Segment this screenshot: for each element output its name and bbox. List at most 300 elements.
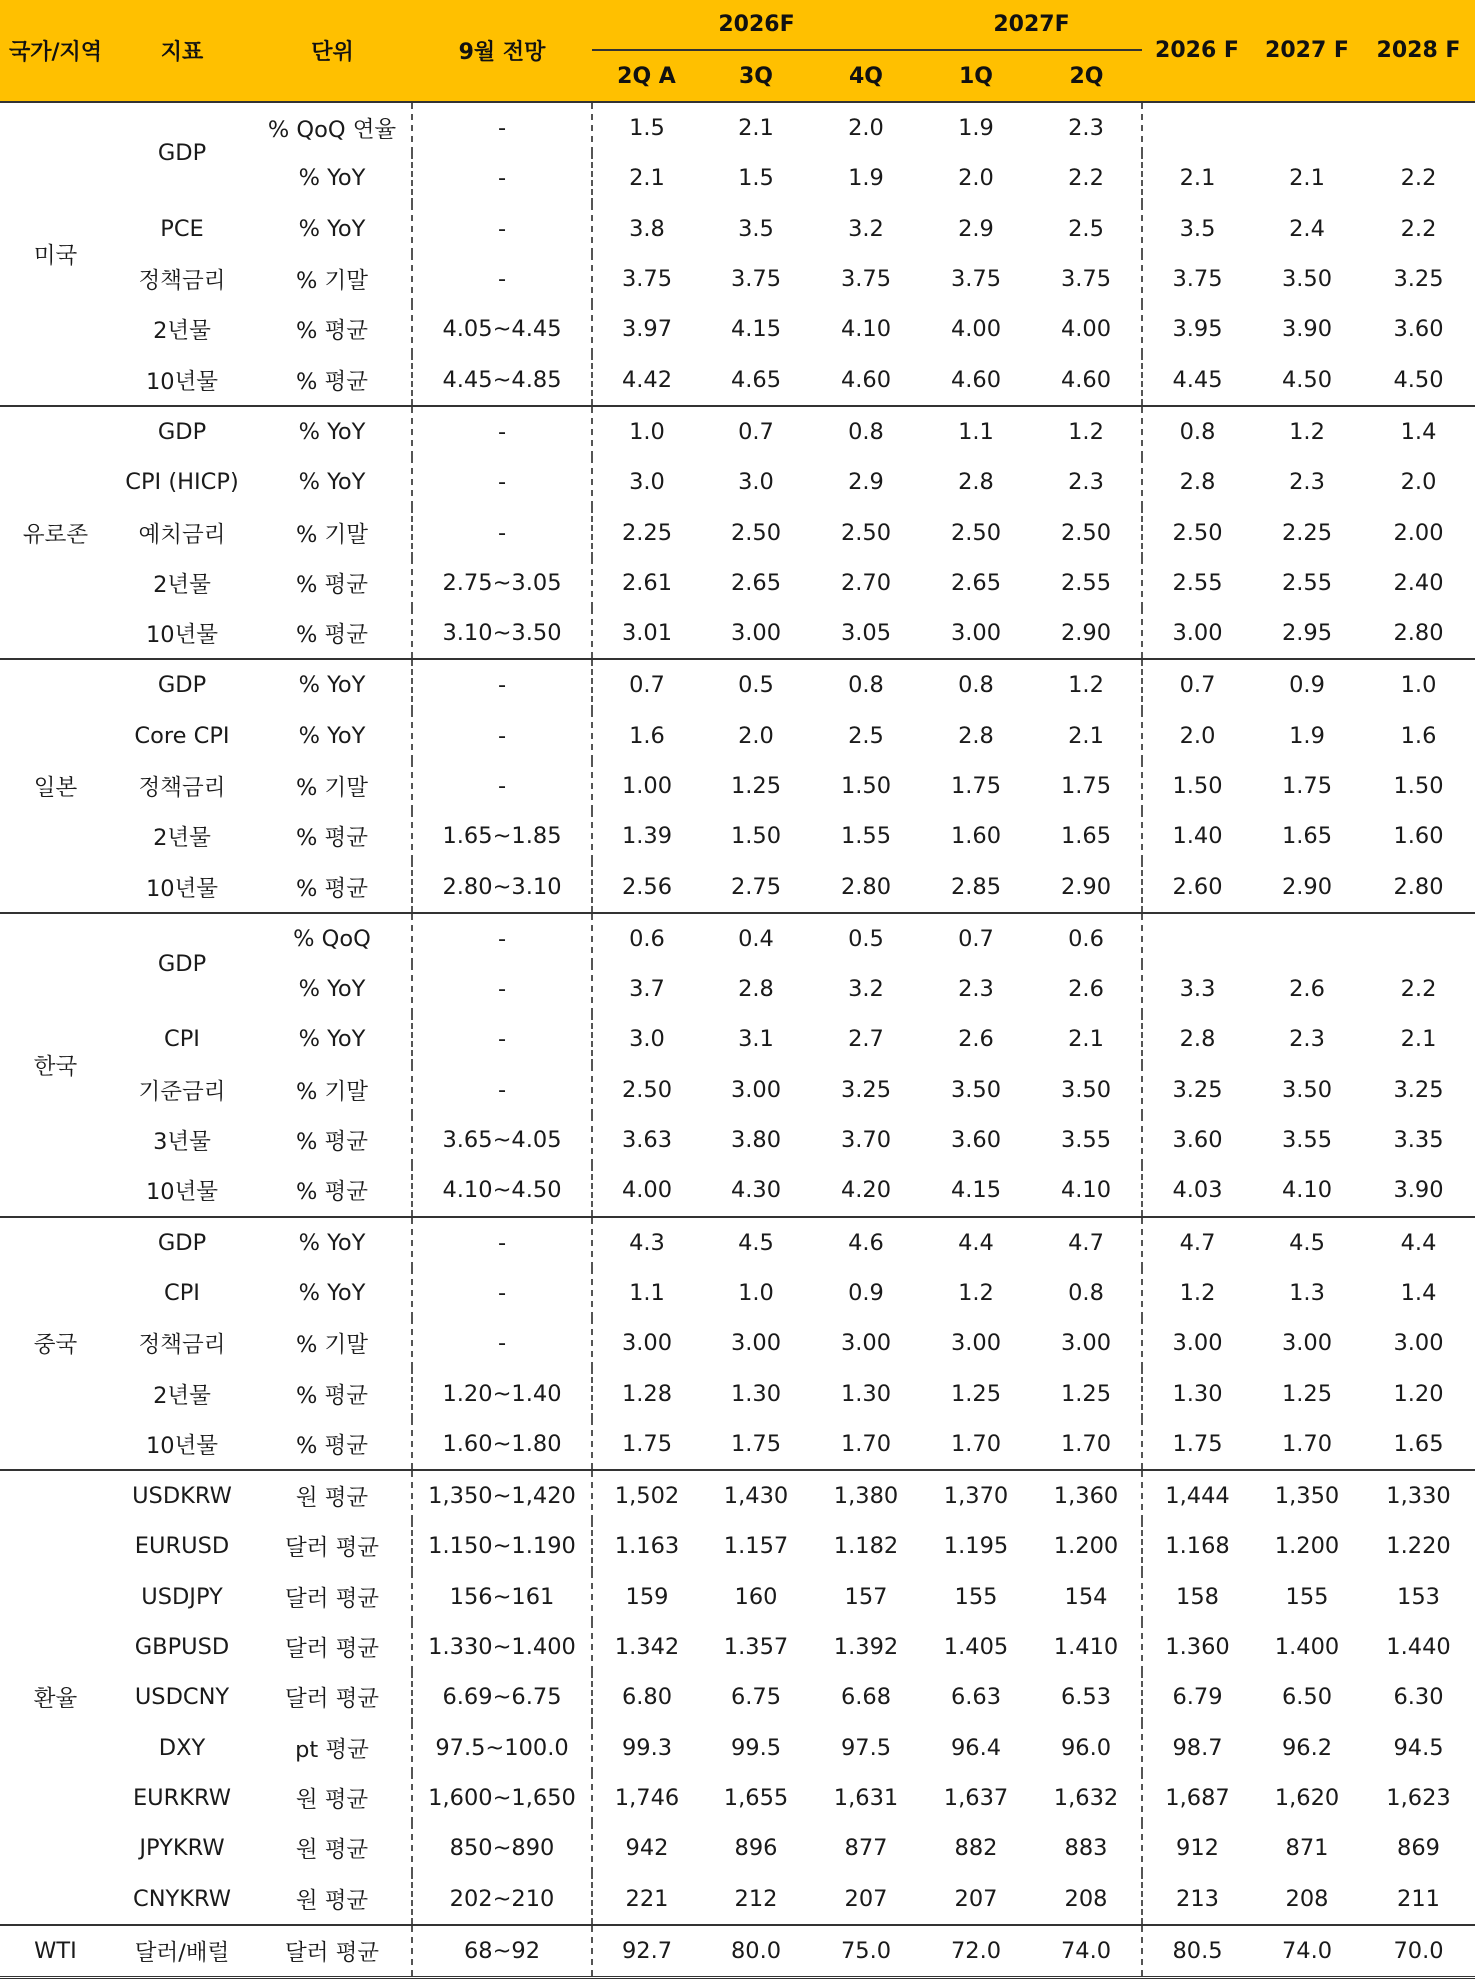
annual-value: 80.5 (1142, 1925, 1252, 1978)
sept-outlook-value: 2.80~3.10 (442, 873, 562, 900)
quarter-value: 0.6 (1031, 913, 1142, 964)
unit-label: % YoY (253, 711, 412, 761)
quarter-value: 1.410 (1031, 1622, 1142, 1672)
indicator-label: GDP (111, 913, 253, 1015)
quarter-value: 1.163 (592, 1521, 701, 1571)
quarter-value: 2.7 (848, 1026, 884, 1053)
header-year-2027f: 2027F (921, 0, 1142, 50)
unit-label: 달러 평균 (253, 1622, 412, 1672)
quarter-value: 99.5 (730, 1734, 782, 1761)
unit-label: 원 평균 (253, 1470, 412, 1521)
sept-outlook-value: - (497, 1330, 507, 1357)
sept-outlook-value: 1,600~1,650 (428, 1784, 576, 1811)
annual-value: 3.00 (1393, 1330, 1444, 1357)
annual-value: 1.75 (1281, 773, 1333, 799)
indicator-label: USDKRW (111, 1470, 253, 1521)
indicator-label: 기준금리 (138, 1078, 226, 1105)
table-header (0, 0, 1475, 102)
header-annual-2027f: 2027 F (1252, 0, 1362, 102)
quarter-value: 6.68 (840, 1684, 892, 1711)
indicator-label: EURUSD (134, 1533, 230, 1560)
sept-outlook-value: - (497, 215, 507, 242)
quarter-value: 2.75 (730, 873, 782, 900)
quarter-value: 1.25 (730, 773, 782, 799)
quarter-value: 1.75 (730, 1430, 782, 1457)
annual-value: 3.50 (1281, 266, 1333, 293)
quarter-value: 1.30 (730, 1380, 782, 1407)
unit-label: % 평균 (253, 558, 412, 608)
annual-value: 94.5 (1393, 1734, 1444, 1761)
quarter-value: 1.2 (1031, 659, 1142, 710)
quarter-value: 1.2 (958, 1279, 994, 1306)
sept-outlook-value: 6.69~6.75 (442, 1684, 562, 1711)
quarter-value: 6.63 (950, 1684, 1002, 1711)
quarter-value: 6.75 (730, 1684, 782, 1711)
header-sept-outlook: 9월 전망 (412, 0, 592, 102)
table-row (0, 608, 1475, 659)
quarter-value: 1.75 (950, 773, 1002, 799)
table-row (0, 1419, 1475, 1470)
quarter-value: 4.20 (840, 1177, 892, 1204)
country-label: 일본 (0, 659, 111, 912)
annual-value: 1.400 (1274, 1634, 1340, 1661)
unit-label: % 평균 (253, 608, 412, 659)
table-row (0, 1268, 1475, 1318)
quarter-value: 4.7 (1031, 1217, 1142, 1268)
header-annual-2026f: 2026 F (1142, 0, 1252, 102)
country-label: WTI (0, 1925, 111, 1978)
annual-value: 0.8 (1142, 406, 1252, 457)
quarter-value: 1.39 (592, 811, 701, 861)
annual-value: 1.440 (1386, 1634, 1451, 1661)
annual-value: 1,687 (1165, 1784, 1230, 1811)
quarter-value: 1.200 (1031, 1521, 1142, 1571)
unit-label: 원 평균 (253, 1873, 412, 1924)
indicator-label: 정책금리 (138, 775, 226, 801)
annual-value: 153 (1397, 1583, 1440, 1610)
unit-label: % YoY (253, 406, 412, 457)
annual-value: 2.0 (1179, 722, 1216, 749)
quarter-value: 3.1 (738, 1026, 774, 1053)
sept-outlook-value: - (412, 102, 592, 153)
quarter-value: 2.0 (958, 165, 994, 192)
annual-value (1362, 102, 1475, 153)
quarter-value: 2.70 (840, 569, 892, 596)
quarter-value: 1.9 (848, 165, 884, 192)
quarter-value: 74.0 (1031, 1925, 1142, 1978)
quarter-value: 2.1 (701, 102, 811, 153)
indicator-label: 정책금리 (138, 268, 226, 295)
quarter-value: 3.0 (592, 457, 701, 507)
unit-label: % 기말 (253, 1065, 412, 1115)
table-row (0, 861, 1475, 912)
quarter-value: 1,380 (811, 1470, 921, 1521)
annual-value: 2.3 (1289, 469, 1325, 496)
indicator-label: 10년물 (145, 1432, 219, 1459)
annual-value: 1.4 (1362, 406, 1475, 457)
country-label: 한국 (0, 913, 111, 1217)
quarter-value: 3.75 (592, 254, 701, 304)
quarter-value: 6.80 (592, 1672, 701, 1722)
quarter-value: 2.8 (958, 722, 994, 749)
annual-value: 1.70 (1281, 1430, 1333, 1457)
quarter-value: 3.63 (592, 1115, 701, 1165)
quarter-value: 882 (954, 1835, 998, 1862)
sept-outlook-value: 4.45~4.85 (442, 366, 562, 393)
quarter-value: 3.00 (840, 1330, 892, 1357)
quarter-value: 4.3 (592, 1217, 701, 1268)
header-year-2026f: 2026F (592, 0, 921, 50)
country-label: 환율 (0, 1470, 111, 1925)
annual-value: 158 (1176, 1583, 1219, 1610)
indicator-label: GDP (111, 659, 253, 710)
unit-label: % YoY (253, 1217, 412, 1268)
table-row (0, 1572, 1475, 1622)
table-row (0, 507, 1475, 557)
quarter-value: 2.5 (848, 722, 884, 749)
quarter-value: 2.9 (958, 215, 994, 242)
sept-outlook-value: 3.10~3.50 (442, 620, 562, 647)
annual-value: 2.4 (1289, 215, 1325, 242)
indicator-label: 2년물 (153, 571, 211, 598)
annual-value: 2.50 (1172, 519, 1223, 546)
sept-outlook-value: 1,350~1,420 (412, 1470, 592, 1521)
quarter-value: 3.0 (592, 1014, 701, 1064)
table-row (0, 354, 1475, 405)
annual-value: 211 (1397, 1885, 1440, 1912)
annual-value: 2.60 (1172, 873, 1223, 900)
annual-value: 0.9 (1252, 659, 1362, 710)
annual-value: 3.25 (1393, 266, 1444, 293)
quarter-value: 4.60 (840, 366, 892, 393)
indicator-label: GBPUSD (134, 1634, 230, 1661)
indicator-label: EURKRW (132, 1784, 232, 1811)
annual-value: 1.168 (1165, 1533, 1230, 1560)
table-row (0, 659, 1475, 710)
unit-label: % YoY (253, 204, 412, 254)
indicator-label: CPI (HICP) (125, 469, 239, 496)
quarter-value: 4.60 (950, 366, 1002, 393)
sept-outlook-value: 68~92 (412, 1925, 592, 1978)
quarter-value: 159 (592, 1572, 701, 1622)
quarter-value: 1.157 (723, 1533, 789, 1560)
quarter-value: 0.8 (811, 406, 921, 457)
annual-value: 3.50 (1281, 1076, 1333, 1103)
unit-label: % 평균 (253, 1368, 412, 1418)
header-country: 국가/지역 (0, 0, 111, 102)
unit-label: % 평균 (253, 1165, 412, 1216)
quarter-value: 3.5 (738, 215, 774, 242)
quarter-value: 3.8 (592, 204, 701, 254)
quarter-value: 3.0 (738, 469, 774, 496)
quarter-value: 80.0 (701, 1925, 811, 1978)
quarter-value: 3.75 (730, 266, 782, 293)
annual-value: 2.1 (1400, 1026, 1437, 1053)
annual-value: 2.2 (1400, 215, 1437, 242)
unit-label: pt 평균 (253, 1723, 412, 1773)
indicator-label: 10년물 (145, 875, 219, 902)
indicator-label: 3년물 (153, 1129, 211, 1156)
quarter-value: 96.4 (950, 1734, 1002, 1761)
quarter-value: 1.9 (921, 102, 1031, 153)
annual-value: 2.40 (1393, 569, 1444, 596)
table-row (0, 1165, 1475, 1216)
quarter-value: 4.60 (1031, 354, 1142, 405)
sept-outlook-value: 4.05~4.45 (442, 316, 562, 343)
annual-value: 1.40 (1172, 823, 1223, 850)
country-label: 미국 (0, 102, 111, 406)
quarter-value: 96.0 (1031, 1723, 1142, 1773)
sept-outlook-value: - (497, 469, 507, 496)
quarter-value: 1.5 (738, 165, 774, 192)
quarter-value: 2.50 (730, 519, 782, 546)
annual-value: 74.0 (1252, 1925, 1362, 1978)
quarter-value: 3.50 (1031, 1065, 1142, 1115)
unit-label: 원 평균 (253, 1773, 412, 1823)
sept-outlook-value: 2.75~3.05 (442, 569, 562, 596)
annual-value: 1.220 (1386, 1533, 1451, 1560)
indicator-label: 2년물 (153, 318, 211, 345)
annual-value: 6.50 (1281, 1684, 1333, 1711)
annual-value: 871 (1285, 1835, 1329, 1862)
annual-value: 155 (1285, 1583, 1329, 1610)
annual-value: 2.1 (1289, 165, 1325, 192)
annual-value: 4.7 (1142, 1217, 1252, 1268)
header-quarter: 2Q A (592, 50, 701, 102)
table-row (0, 1773, 1475, 1823)
annual-value: 1.2 (1179, 1279, 1216, 1306)
quarter-value: 1.182 (833, 1533, 899, 1560)
quarter-value: 0.8 (811, 659, 921, 710)
sept-outlook-value: 97.5~100.0 (435, 1734, 569, 1761)
quarter-value: 92.7 (592, 1925, 701, 1978)
quarter-value: 3.00 (730, 1076, 782, 1103)
quarter-value: 4.6 (811, 1217, 921, 1268)
quarter-value: 0.6 (592, 913, 701, 964)
annual-value: 4.03 (1172, 1177, 1223, 1204)
unit-label: % YoY (253, 457, 412, 507)
sept-outlook-value: - (497, 165, 507, 192)
table-row (0, 1672, 1475, 1722)
unit-label: 달러 평균 (253, 1521, 412, 1571)
table-row (0, 811, 1475, 861)
annual-value: 3.75 (1172, 266, 1223, 293)
quarter-value: 3.00 (730, 1330, 782, 1357)
quarter-value: 0.8 (1031, 1268, 1142, 1318)
quarter-value: 4.15 (950, 1177, 1002, 1204)
sept-outlook-value: - (497, 1076, 507, 1103)
quarter-value: 2.85 (950, 873, 1002, 900)
unit-label: % 평균 (253, 811, 412, 861)
quarter-value: 2.6 (958, 1026, 994, 1053)
quarter-value: 3.60 (950, 1127, 1002, 1154)
quarter-value: 0.5 (701, 659, 811, 710)
header-annual-2028f: 2028 F (1362, 0, 1475, 102)
quarter-value: 896 (734, 1835, 778, 1862)
annual-value: 4.4 (1362, 1217, 1475, 1268)
quarter-value: 1.60 (950, 823, 1002, 850)
quarter-value: 3.00 (950, 1330, 1002, 1357)
quarter-value: 2.1 (592, 153, 701, 203)
annual-value: 2.2 (1400, 165, 1437, 192)
quarter-value: 1.75 (1031, 761, 1142, 811)
annual-value: 2.0 (1400, 469, 1437, 496)
unit-label: % 평균 (253, 304, 412, 354)
unit-label: % 평균 (253, 861, 412, 912)
quarter-value: 1.1 (592, 1268, 701, 1318)
quarter-value: 1.70 (1031, 1419, 1142, 1470)
quarter-value: 3.55 (1031, 1115, 1142, 1165)
annual-value: 2.6 (1289, 976, 1325, 1003)
country-label: 중국 (0, 1217, 111, 1470)
quarter-value: 208 (1031, 1873, 1142, 1924)
sept-outlook-value: 1.20~1.40 (442, 1380, 562, 1407)
quarter-value: 2.65 (950, 569, 1002, 596)
quarter-value: 3.00 (950, 620, 1002, 647)
sept-outlook-value: 4.10~4.50 (442, 1177, 562, 1204)
quarter-value: 1.75 (592, 1419, 701, 1470)
indicator-label: CPI (164, 1026, 200, 1053)
quarter-value: 1.6 (592, 711, 701, 761)
annual-value: 2.55 (1172, 569, 1223, 596)
quarter-value: 2.0 (738, 722, 774, 749)
unit-label: 원 평균 (253, 1823, 412, 1873)
annual-value: 2.95 (1281, 620, 1333, 647)
quarter-value: 942 (592, 1823, 701, 1873)
quarter-value: 3.7 (592, 964, 701, 1014)
indicator-label: GDP (111, 1217, 253, 1268)
table-body (0, 102, 1475, 1977)
sept-outlook-value: - (412, 1217, 592, 1268)
quarter-value: 3.75 (1031, 254, 1142, 304)
table-row (0, 1115, 1475, 1165)
annual-value: 2.1 (1179, 165, 1216, 192)
quarter-value: 1.1 (921, 406, 1031, 457)
quarter-value: 2.50 (840, 519, 892, 546)
indicator-label: 10년물 (145, 622, 219, 649)
quarter-value: 2.50 (592, 1065, 701, 1115)
annual-value: 1.4 (1400, 1279, 1437, 1306)
annual-value: 3.90 (1393, 1177, 1444, 1204)
quarter-value: 160 (734, 1583, 778, 1610)
unit-label: % QoQ (253, 913, 412, 964)
annual-value (1252, 913, 1362, 964)
indicator-label: 예치금리 (138, 521, 226, 548)
annual-value: 4.50 (1393, 366, 1444, 393)
quarter-value: 2.1 (1031, 711, 1142, 761)
annual-value: 4.50 (1281, 366, 1333, 393)
annual-value: 1,330 (1362, 1470, 1475, 1521)
quarter-value: 1.50 (730, 823, 782, 850)
quarter-value: 1.0 (592, 406, 701, 457)
quarter-value: 2.9 (848, 469, 884, 496)
table-row (0, 1723, 1475, 1773)
indicator-label: 달러/배럴 (111, 1925, 253, 1978)
annual-value: 869 (1397, 1835, 1440, 1862)
table-row (0, 1470, 1475, 1521)
quarter-value: 2.3 (1031, 102, 1142, 153)
quarter-value: 0.7 (592, 659, 701, 710)
quarter-value: 2.5 (1031, 204, 1142, 254)
annual-value: 4.10 (1281, 1177, 1333, 1204)
quarter-value: 2.1 (1031, 1014, 1142, 1064)
quarter-value: 1,502 (592, 1470, 701, 1521)
annual-value: 3.60 (1393, 316, 1444, 343)
sept-outlook-value: - (497, 773, 507, 799)
sept-outlook-value: 1.60~1.80 (442, 1430, 562, 1457)
annual-value: 912 (1176, 1835, 1219, 1862)
quarter-value: 3.2 (848, 215, 884, 242)
annual-value (1252, 102, 1362, 153)
unit-label: % YoY (253, 153, 412, 203)
quarter-value: 2.3 (1031, 457, 1142, 507)
sept-outlook-value: 202~210 (449, 1885, 555, 1912)
quarter-value: 72.0 (921, 1925, 1031, 1978)
annual-value: 1,444 (1142, 1470, 1252, 1521)
table-row (0, 254, 1475, 304)
quarter-value: 1.342 (592, 1622, 701, 1672)
annual-value: 1.20 (1393, 1380, 1444, 1407)
annual-value: 3.3 (1179, 976, 1216, 1003)
table-row (0, 1823, 1475, 1873)
quarter-value: 1.28 (592, 1368, 701, 1418)
table-row (0, 406, 1475, 457)
quarter-value: 99.3 (592, 1723, 701, 1773)
quarter-value: 6.53 (1031, 1672, 1142, 1722)
annual-value: 2.90 (1281, 873, 1333, 900)
quarter-value: 1.65 (1031, 811, 1142, 861)
sept-outlook-value: - (412, 406, 592, 457)
table-row (0, 1521, 1475, 1571)
indicator-label: 정책금리 (138, 1332, 226, 1359)
quarter-value: 3.2 (848, 976, 884, 1003)
unit-label: % YoY (253, 1014, 412, 1064)
annual-value: 1,620 (1274, 1784, 1340, 1811)
quarter-value: 883 (1031, 1823, 1142, 1873)
header-quarter: 3Q (701, 50, 811, 102)
quarter-value: 154 (1031, 1572, 1142, 1622)
quarter-value: 877 (844, 1835, 888, 1862)
sept-outlook-value: - (497, 266, 507, 293)
annual-value: 98.7 (1172, 1734, 1223, 1761)
table-row (0, 558, 1475, 608)
sept-outlook-value: 3.65~4.05 (442, 1127, 562, 1154)
quarter-value: 4.42 (592, 354, 701, 405)
quarter-value: 3.01 (592, 608, 701, 659)
annual-value: 3.25 (1393, 1076, 1444, 1103)
table-row (0, 1318, 1475, 1368)
quarter-value: 1.195 (943, 1533, 1009, 1560)
annual-value: 1.60 (1393, 823, 1444, 850)
quarter-value: 0.8 (921, 659, 1031, 710)
quarter-value: 2.80 (840, 873, 892, 900)
annual-value: 3.25 (1172, 1076, 1223, 1103)
indicator-label: USDJPY (141, 1583, 223, 1610)
table-row (0, 1014, 1475, 1064)
quarter-value: 1,746 (592, 1773, 701, 1823)
annual-value: 1.9 (1289, 722, 1325, 749)
quarter-value: 1,370 (921, 1470, 1031, 1521)
indicator-label: CPI (164, 1279, 200, 1306)
header-unit: 단위 (253, 0, 412, 102)
unit-label: % 기말 (253, 507, 412, 557)
annual-value: 2.3 (1289, 1026, 1325, 1053)
annual-value: 2.8 (1179, 1026, 1216, 1053)
indicator-label: Core CPI (134, 722, 230, 749)
annual-value: 1.50 (1172, 773, 1223, 799)
annual-value: 1.0 (1362, 659, 1475, 710)
annual-value: 3.35 (1393, 1127, 1444, 1154)
